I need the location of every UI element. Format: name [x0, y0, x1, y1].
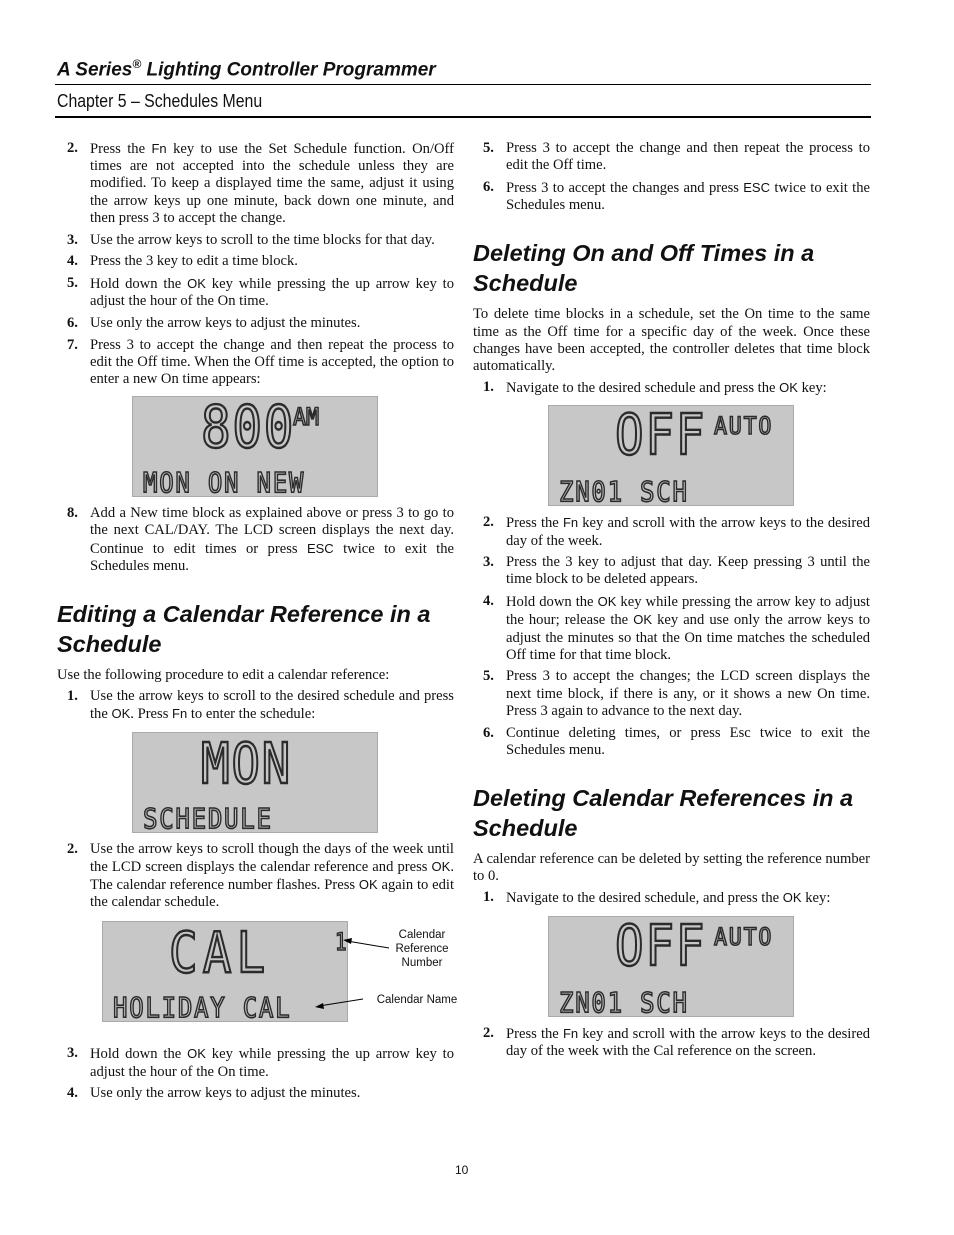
key-name: OK [633, 612, 653, 628]
lcd-bottom-text: MON ON NEW [143, 467, 306, 499]
step-number: 5. [483, 668, 494, 685]
right-column [473, 140, 870, 1064]
page-number: 10 [455, 1163, 469, 1177]
key-name: Fn [151, 141, 167, 156]
step-text: twice to exit the Schedules menu. [90, 540, 455, 574]
step-number: 8. [67, 505, 78, 522]
step-number: 1. [483, 379, 494, 396]
key-name: Fn [562, 515, 579, 531]
key-name: Fn [172, 706, 188, 722]
step-list [473, 1025, 870, 1060]
section-heading: Editing a Calendar Reference in a Schedule [57, 600, 431, 657]
step-number: 1. [483, 889, 494, 906]
key-name: OK [779, 380, 798, 396]
lcd-screen [133, 733, 379, 834]
step-number: 4. [67, 1085, 78, 1102]
step-number: 5. [483, 140, 494, 156]
step-text: Use the arrow keys to scroll to the time blocks for that day. [90, 231, 435, 248]
step-text: key: [801, 890, 831, 907]
lcd-main-text: 800 [201, 397, 296, 462]
step-number: 2. [67, 840, 78, 857]
step-item [57, 1045, 454, 1080]
step-text: Use the arrow keys to scroll though the days of the week until the LCD screen displays the calendar reference and press [90, 840, 454, 875]
step-item [57, 688, 454, 723]
step-item [473, 179, 870, 214]
step-item [473, 140, 870, 174]
step-text: Press 3 to accept the changes; the LCD screen displays the next time block, if there is any, or it shows a new On time. Press 3 again to advance to the next day. [506, 668, 870, 719]
step-number: 7. [67, 336, 78, 353]
step-item [57, 232, 454, 249]
key-name: OK [431, 858, 451, 874]
step-text: Press 3 to accept the change and then repeat the process to edit the Off time. When the Off time is accepted, the option to enter a new On time appears: [90, 336, 454, 387]
lcd-screen [549, 917, 795, 1018]
lcd-bottom-text: HOLIDAY CAL [113, 992, 292, 1024]
step-number: 2. [483, 514, 494, 531]
step-item [473, 554, 870, 588]
header-rule-thick [55, 116, 871, 118]
key-name: OK [187, 275, 206, 291]
lcd-suffix-text: AUTO [714, 413, 774, 441]
section-heading: Deleting On and Off Times in a Schedule [473, 240, 815, 297]
step-number: 3. [483, 554, 494, 571]
lcd-display-off-auto [548, 916, 794, 1017]
step-text: to enter the schedule: [187, 706, 316, 723]
step-text: Press 3 to accept the change and then repeat the process to edit the Off time. [506, 140, 870, 174]
lcd-bottom-text: ZN01 SCH [559, 476, 689, 508]
lcd-bottom-text: SCHEDULE [143, 802, 273, 834]
step-text: again to edit the calendar schedule. [90, 876, 454, 911]
step-list [57, 1045, 454, 1102]
step-text: Press the [90, 141, 152, 157]
key-name: OK [782, 890, 802, 906]
step-text: twice to exit the Schedules menu. [506, 179, 870, 214]
step-item [473, 514, 870, 549]
step-item [473, 725, 870, 759]
step-text: Press 3 to accept the changes and press [506, 179, 744, 196]
section-intro: To delete time blocks in a schedule, set the On time to the same time as the Off time for a specific day of the week. Once these changes have been accepted, the controller deletes that time block automatically. [473, 306, 870, 374]
step-item [57, 253, 454, 270]
callout-calendar-name: Calendar Name [376, 994, 458, 1007]
step-number: 5. [67, 274, 78, 291]
step-number: 3. [67, 231, 78, 248]
step-text: Press the [506, 515, 563, 532]
section-intro: A calendar reference can be deleted by setting the reference number to 0. [473, 850, 870, 885]
step-number: 6. [67, 314, 78, 331]
calendar-figure [57, 921, 458, 1037]
step-text: Use the arrow keys to scroll to the desired schedule and press the [90, 688, 454, 723]
lcd-display-off-auto [548, 405, 794, 506]
key-name: ESC [743, 179, 770, 195]
key-name: ESC [306, 540, 334, 556]
left-column [57, 140, 458, 1107]
lcd-main-text: MON [201, 732, 293, 797]
step-text: Press the 3 key to adjust that day. Keep pressing 3 until the time block to be deleted appears. [506, 554, 870, 588]
step-item [473, 889, 870, 907]
step-item [57, 505, 454, 575]
step-text: key and scroll with the arrow keys to the desired day of the week with the Cal reference on the screen. [506, 1025, 870, 1059]
step-item [57, 275, 454, 310]
step-number: 1. [67, 688, 78, 705]
step-item [57, 337, 454, 389]
key-name: OK [358, 876, 378, 892]
step-item [473, 593, 870, 664]
step-number: 3. [67, 1045, 78, 1062]
step-list [473, 379, 870, 397]
step-text: key while pressing the up arrow key to adjust the hour of the On time. [90, 1046, 454, 1080]
step-text: Use only the arrow keys to adjust the minutes. [90, 314, 361, 331]
step-list [473, 140, 870, 214]
step-number: 2. [67, 140, 78, 156]
document-title: A Series® Lighting Controller Programmer [57, 57, 436, 81]
header-rule [55, 84, 871, 85]
step-text: key to use the Set Schedule function. On/Off times are not accepted into the schedule unless they are modified. To keep a displayed time the same, adjust it using the arrow keys up one minute, back down one minute, and then press 3 to accept the change. [90, 141, 454, 226]
callout-calendar-reference: Calendar Reference Number [395, 929, 449, 970]
key-name: OK [187, 1046, 206, 1062]
step-number: 2. [483, 1024, 494, 1041]
step-number: 6. [483, 178, 494, 195]
step-text: Hold down the [90, 1046, 188, 1063]
step-text: Navigate to the desired schedule, and press the [506, 890, 783, 907]
key-name: OK [111, 706, 131, 722]
step-text: Hold down the [90, 275, 188, 292]
lcd-bottom-text: ZN01 SCH [559, 986, 689, 1018]
step-text: Press the [506, 1025, 563, 1042]
step-text: Navigate to the desired schedule and press the [506, 380, 780, 397]
lcd-reference-number: 1 [335, 929, 347, 958]
step-list [57, 841, 454, 912]
step-text: key while pressing the arrow key to adjust the hour; release the [506, 594, 870, 629]
step-number: 4. [67, 253, 78, 270]
step-text: Add a New time block as explained above or press 3 to go to the next CAL/DAY. The LCD screen displays the next day. Continue to edit times or press [90, 505, 454, 557]
lcd-main-text: OFF [615, 406, 707, 469]
key-name: Fn [562, 1025, 579, 1041]
step-text: key: [797, 380, 827, 397]
step-item [57, 140, 454, 227]
step-number: 4. [483, 593, 494, 610]
step-text: Hold down the [506, 594, 598, 611]
step-list [57, 140, 454, 388]
step-item [57, 315, 454, 332]
lcd-screen [549, 406, 795, 507]
section-heading: Deleting Calendar References in a Schedule [473, 784, 854, 841]
step-item [473, 1025, 870, 1060]
key-name: OK [597, 594, 617, 610]
lcd-display-new-time [132, 396, 378, 497]
step-text: Press the 3 key to edit a time block. [90, 253, 298, 270]
lcd-main-text: CAL [169, 922, 271, 987]
chapter-heading: Chapter 5 – Schedules Menu [57, 91, 263, 111]
step-text: key while pressing the up arrow key to adjust the hour of the On time. [90, 275, 454, 310]
step-list [473, 514, 870, 759]
lcd-suffix-text: AM [293, 404, 320, 432]
step-list [57, 505, 454, 575]
step-text: . Press [130, 706, 173, 723]
step-list [57, 688, 454, 723]
step-number: 6. [483, 724, 494, 741]
step-item [473, 668, 870, 720]
step-item [473, 379, 870, 397]
step-text: key and scroll with the arrow keys to the desired day of the week. [506, 515, 870, 549]
step-text: key and use only the arrow keys to adjust the minutes so that the On time matches the scheduled Off time for that time block. [506, 612, 870, 663]
lcd-display-schedule [132, 732, 378, 833]
lcd-suffix-text: AUTO [714, 923, 774, 951]
section-intro: Use the following procedure to edit a calendar reference: [57, 666, 390, 683]
step-item [57, 1085, 454, 1102]
lcd-main-text: OFF [615, 916, 707, 979]
step-list [473, 889, 870, 907]
step-text: . The calendar reference number flashes. Press [90, 858, 454, 893]
step-item [57, 841, 454, 912]
lcd-screen [133, 397, 379, 498]
step-text: Continue deleting times, or press Esc twice to exit the Schedules menu. [506, 724, 870, 758]
step-text: Use only the arrow keys to adjust the minutes. [90, 1085, 361, 1102]
